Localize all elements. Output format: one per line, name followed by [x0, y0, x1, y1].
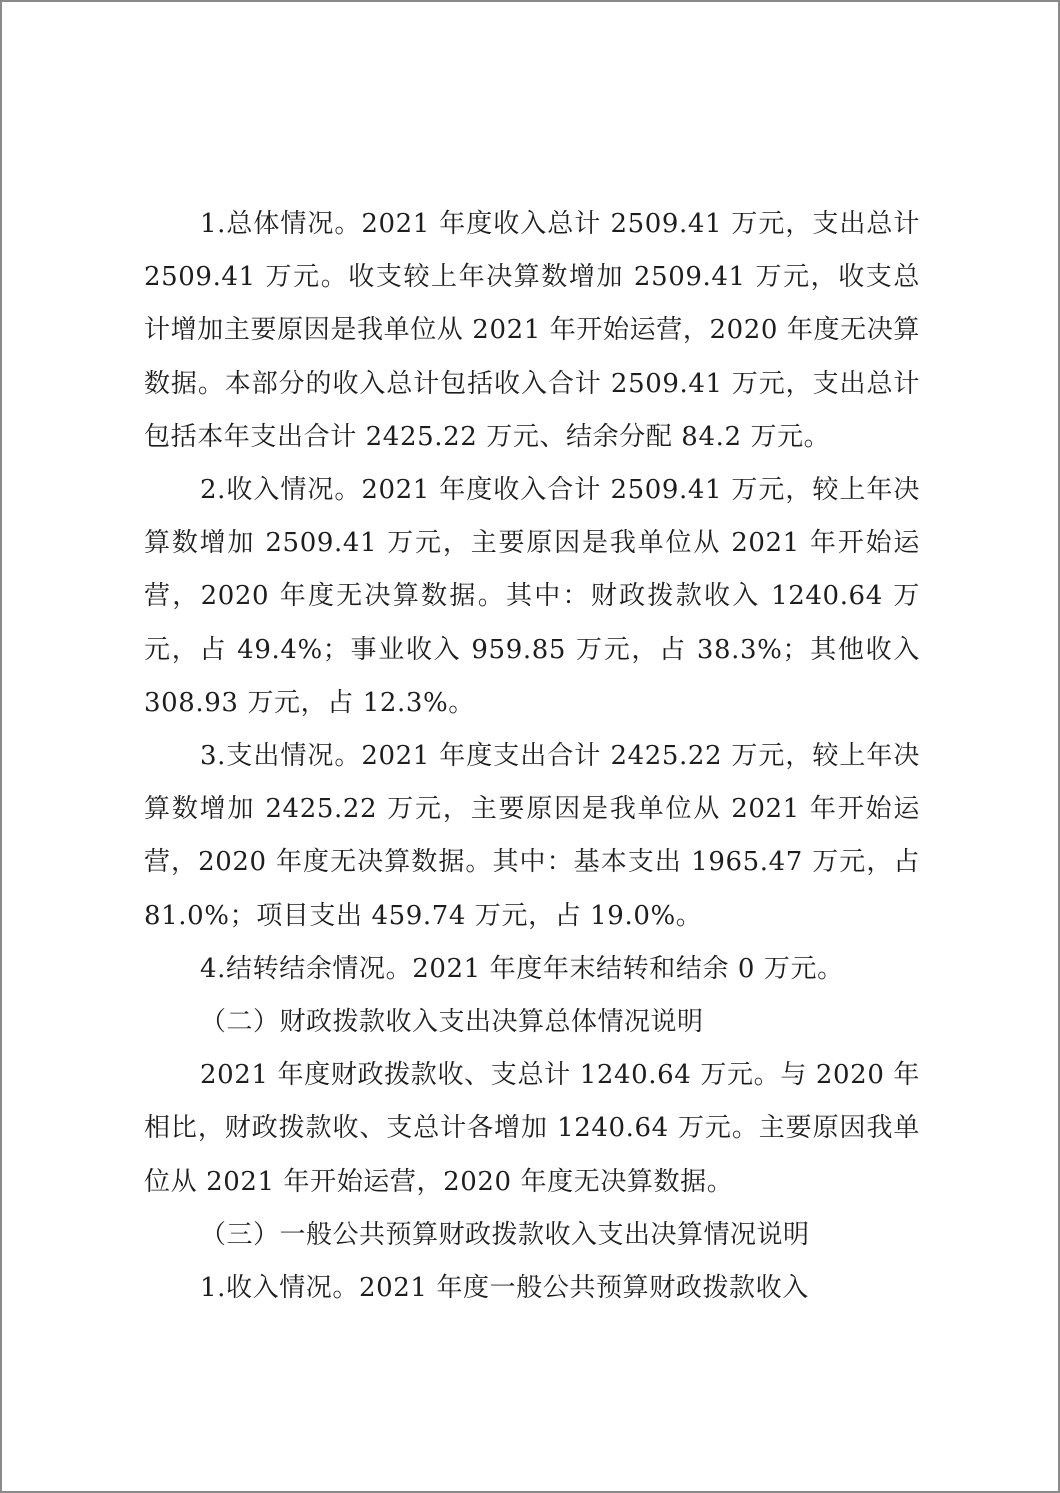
- paragraph-income-situation: 2.收入情况。2021 年度收入合计 2509.41 万元，较上年决算数增加 2509.41 万元，主要原因是我单位从 2021 年开始运营，2020 年度无决算数据。其中：财政拨款收入 1240.64 万元，占 49.4%；事业收入 959.85 万元，占 38.3%；其他收入 308.93 万元，占 12.3%。: [144, 475, 920, 718]
- paragraph-carryover-situation: 4.结转结余情况。2021 年度年末结转和结余 0 万元。: [200, 953, 844, 984]
- document-body: [144, 198, 920, 1315]
- paragraph-expenditure-situation: 3.支出情况。2021 年度支出合计 2425.22 万元，较上年决算数增加 2425.22 万元，主要原因是我单位从 2021 年开始运营，2020 年度无决算数据。其中：基本支出 1965.47 万元，占 81.0%；项目支出 459.74 万元，占 19.0%。: [144, 741, 920, 931]
- section-heading-2: （二）财政拨款收入支出决算总体情况说明: [200, 1007, 704, 1038]
- paragraph-general-budget-income: 1.收入情况。2021 年度一般公共预算财政拨款收入: [200, 1273, 809, 1304]
- paragraph-overall-situation: 1.总体情况。2021 年度收入总计 2509.41 万元，支出总计 2509.41 万元。收支较上年决算数增加 2509.41 万元，收支总计增加主要原因是我单位从 2021 年开始运营，2020 年度无决算数据。本部分的收入总计包括收入合计 2509.41 万元，支出总计包括本年支出合计 2425.22 万元、结余分配 84.2 万元。: [144, 209, 920, 452]
- paragraph-fiscal-allocation-overview: 2021 年度财政拨款收、支总计 1240.64 万元。与 2020 年相比，财政拨款收、支总计各增加 1240.64 万元。主要原因我单位从 2021 年开始运营，2020 年度无决算数据。: [144, 1060, 920, 1197]
- section-heading-3: （三）一般公共预算财政拨款收入支出决算情况说明: [200, 1219, 810, 1250]
